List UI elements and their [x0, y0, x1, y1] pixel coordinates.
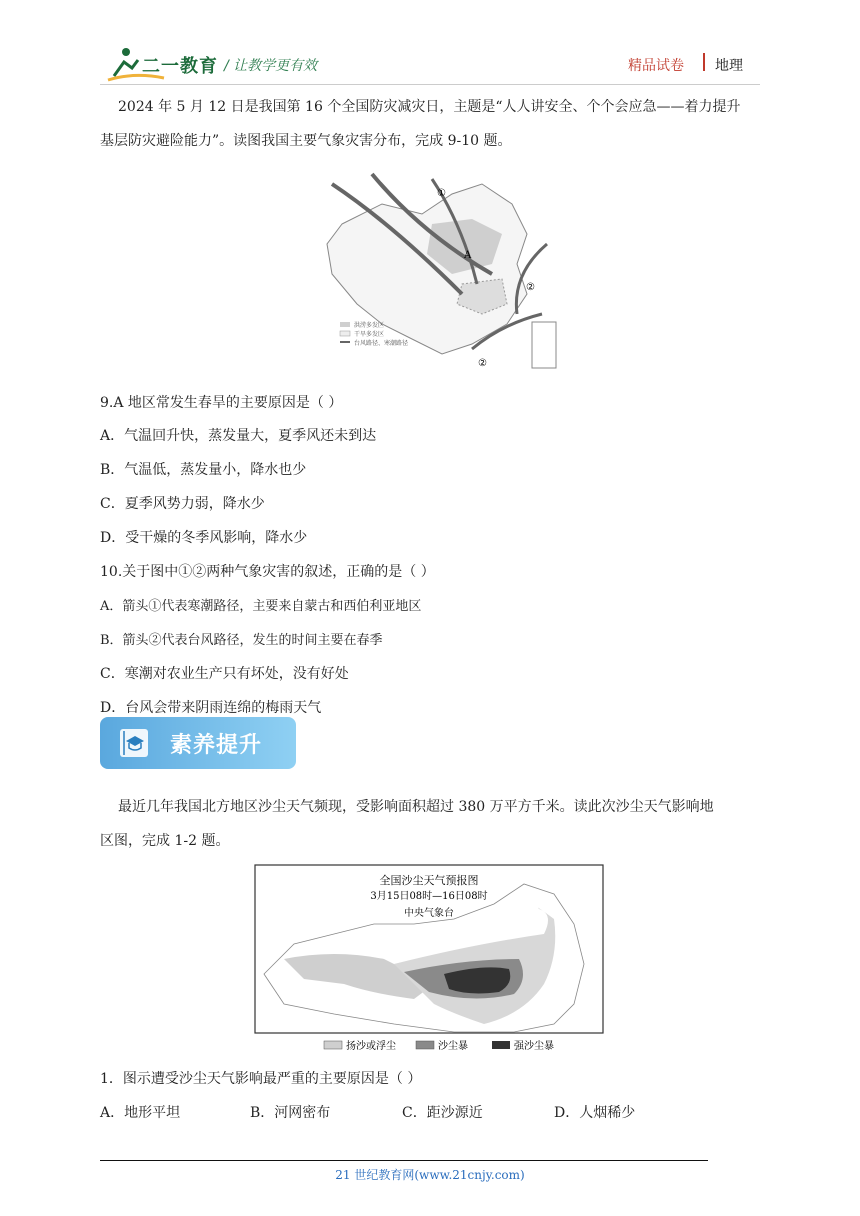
intro-line-1: 2024 年 5 月 12 日是我国第 16 个全国防灾减灾日，主题是“人人讲安全、个个会应急——着力提升: [118, 99, 741, 115]
map-label-a: A: [464, 250, 472, 261]
footer-text[interactable]: 21 世纪教育网(www.21cnjy.com): [335, 1168, 525, 1182]
logo-text: 二一教育: [142, 56, 218, 77]
legend-flood: 洪涝多发区: [354, 322, 385, 329]
book-icon: [118, 727, 152, 759]
q1-option-a: A．地形平坦: [100, 1105, 181, 1121]
disaster-map: [312, 164, 558, 372]
map-label-2: ②: [526, 282, 535, 293]
question-9: 9.A 地区常发生春旱的主要原因是（ ）: [100, 395, 343, 411]
q1-option-d: D．人烟稀少: [554, 1105, 636, 1121]
legend-strong-sandstorm: 强沙尘暴: [514, 1041, 554, 1052]
map-label-1: ①: [437, 188, 446, 199]
header-divider: [703, 53, 705, 71]
dust-forecast-map: [254, 864, 604, 1056]
intro2-line-1: 最近几年我国北方地区沙尘天气频现，受影响面积超过 380 万平方千米。读此次沙尘天气影响地: [118, 799, 714, 815]
intro2-line-2: 区图，完成 1-2 题。: [100, 833, 230, 849]
page-header: [0, 0, 860, 92]
legend-drought: 干旱多发区: [354, 331, 385, 338]
q10-option-a: A．箭头①代表寒潮路径，主要来自蒙古和西伯利亚地区: [100, 599, 422, 614]
q9-option-d: D．受干燥的冬季风影响，降水少: [100, 530, 308, 546]
q9-option-c: C．夏季风势力弱，降水少: [100, 496, 265, 512]
legend-sandstorm: 沙尘暴: [438, 1041, 468, 1052]
legend-floating-dust: 扬沙或浮尘: [346, 1041, 396, 1052]
map2-title-1: 全国沙尘天气预报图: [379, 874, 479, 887]
legend-path: 台风路径、寒潮路径: [354, 340, 409, 347]
map2-title-3: 中央气象台: [404, 908, 454, 919]
q10-option-b: B．箭头②代表台风路径，发生的时间主要在春季: [100, 633, 383, 648]
q10-option-d: D．台风会带来阴雨连绵的梅雨天气: [100, 700, 322, 716]
q9-option-a: A．气温回升快，蒸发量大，夏季风还未到达: [100, 428, 377, 444]
badge-label: 精品试卷: [628, 58, 684, 74]
intro-line-2: 基层防灾避险能力”。读图我国主要气象灾害分布，完成 9-10 题。: [100, 133, 512, 149]
q1-option-c: C．距沙源近: [402, 1105, 483, 1121]
q9-option-b: B．气温低，蒸发量小，降水也少: [100, 462, 307, 478]
q10-option-c: C．寒潮对农业生产只有坏处，没有好处: [100, 666, 349, 682]
section-title: 素养提升: [170, 733, 263, 758]
question-1: 1．图示遭受沙尘天气影响最严重的主要原因是（ ）: [100, 1071, 422, 1087]
map-label-2b: ②: [478, 358, 487, 369]
subject-label: 地理: [715, 58, 743, 74]
footer-rule: [100, 1160, 708, 1161]
header-rule: [100, 84, 760, 85]
slogan: / 让教学更有效: [224, 58, 318, 74]
map2-title-2: 3月15日08时—16日08时: [370, 891, 488, 902]
question-10: 10.关于图中①②两种气象灾害的叙述，正确的是（ ）: [100, 564, 435, 580]
map2-legend: [324, 1039, 554, 1052]
q1-option-b: B．河网密布: [250, 1105, 331, 1121]
